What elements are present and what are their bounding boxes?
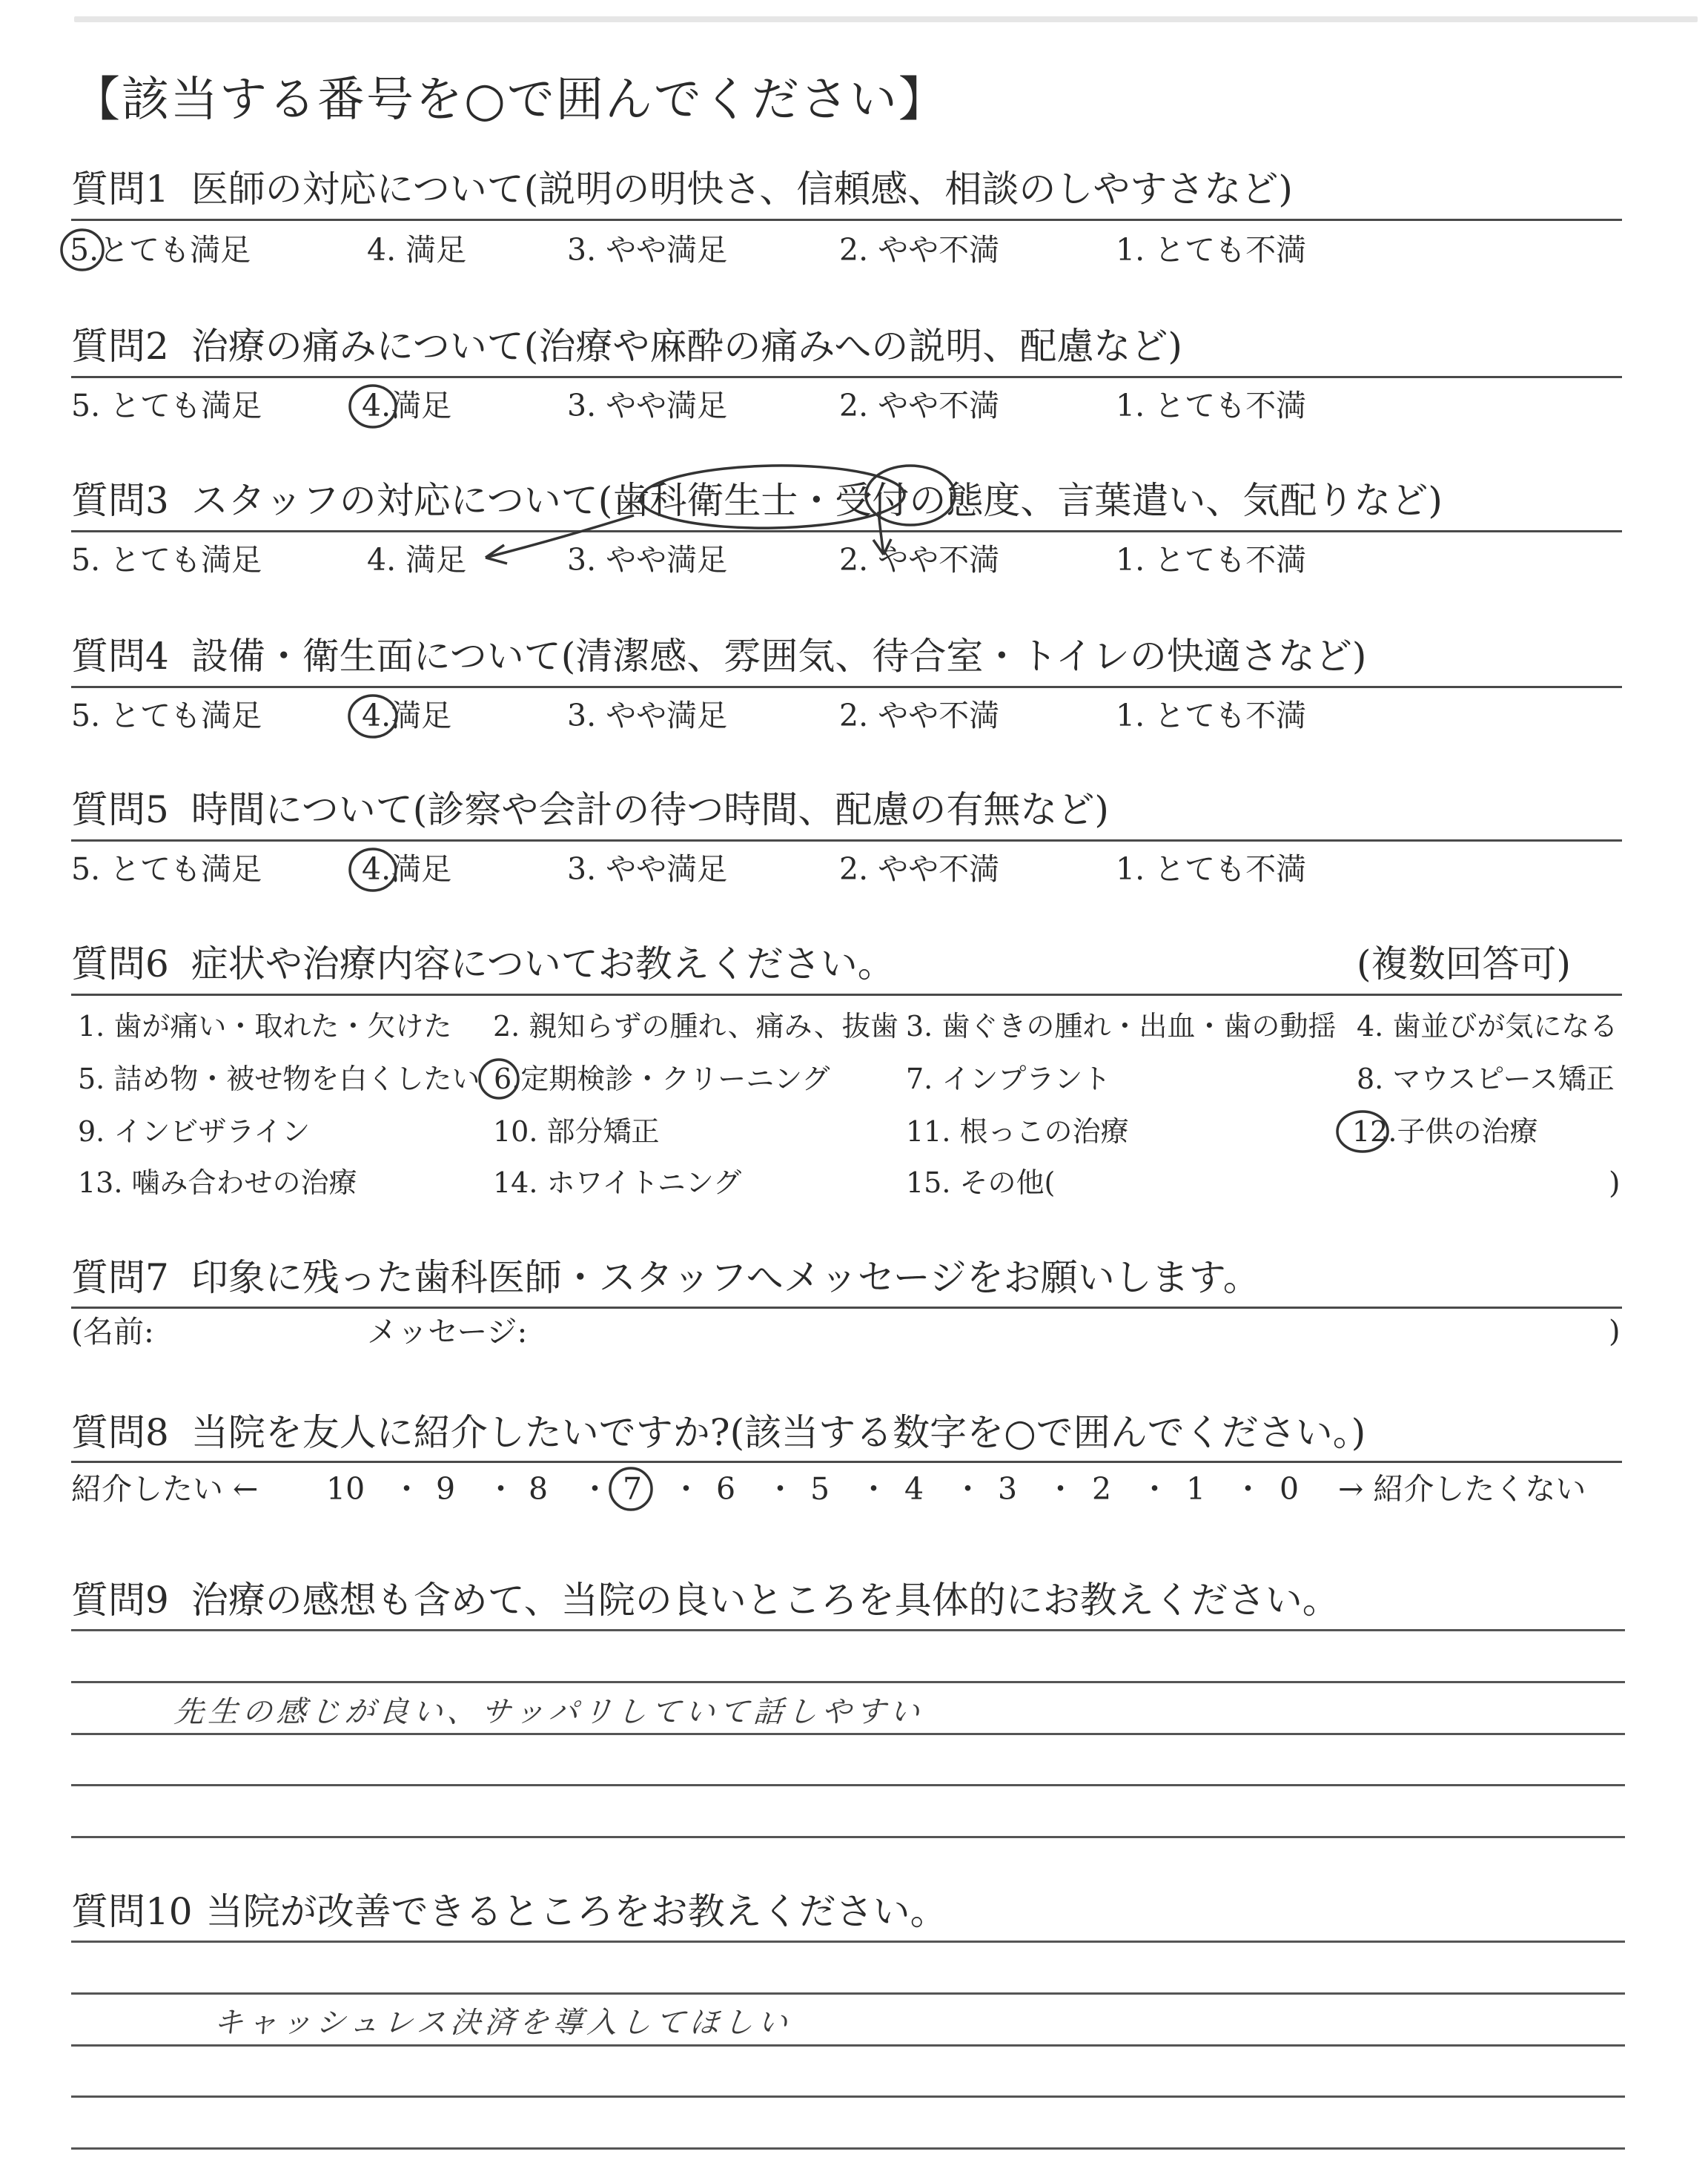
q2-option-2[interactable]: 2. やや不満 — [839, 388, 1000, 423]
q3-option-5[interactable]: 5. とても満足 — [71, 542, 262, 578]
question-3-label: 質問3 — [71, 479, 169, 522]
q8-scale-dot: ・ — [391, 1471, 422, 1507]
q6-item-3[interactable]: 3. 歯ぐきの腫れ・出血・歯の動揺 — [906, 1010, 1337, 1043]
q2-option-3[interactable]: 3. やや満足 — [567, 388, 728, 423]
q2-option-4-label: 満足 — [391, 388, 452, 423]
q1-option-4[interactable]: 4. 満足 — [367, 232, 467, 268]
q6-item-9[interactable]: 9. インビザライン — [78, 1115, 311, 1148]
q9-line-2 — [71, 1681, 1625, 1683]
q5-option-4-number: 4. — [362, 851, 391, 887]
q9-answer-handwriting[interactable]: 先生の感じが良い、サッパリしていて話しやすい — [173, 1695, 925, 1729]
question-8-text: 当院を友人に紹介したいですか?(該当する数字を○で囲んでください。) — [191, 1411, 1366, 1454]
q6-item-11[interactable]: 11. 根っこの治療 — [906, 1115, 1129, 1148]
question-3-dot: ・ — [798, 479, 835, 522]
q8-scale-dot: ・ — [1045, 1471, 1076, 1507]
q8-scale-3[interactable]: 3 — [998, 1471, 1018, 1507]
q6-item-12-label: 子供の治療 — [1397, 1115, 1538, 1148]
question-4-label: 質問4 — [71, 635, 169, 678]
q8-scale-0[interactable]: 0 — [1280, 1471, 1300, 1507]
q6-item-8[interactable]: 8. マウスピース矯正 — [1357, 1063, 1615, 1095]
q10-line-3 — [71, 2044, 1625, 2047]
q1-option-2[interactable]: 2. やや不満 — [839, 232, 1000, 268]
q3-option-2[interactable]: 2. やや不満 — [839, 542, 1000, 578]
question-8-label: 質問8 — [71, 1411, 169, 1454]
q8-scale-1[interactable]: 1 — [1186, 1471, 1206, 1507]
question-7-rule — [71, 1307, 1622, 1309]
q8-right-label: → 紹介したくない — [1338, 1471, 1586, 1507]
question-5 — [71, 787, 1109, 832]
question-2 — [71, 324, 1182, 369]
q8-scale-dot: ・ — [858, 1471, 889, 1507]
q5-option-1[interactable]: 1. とても不満 — [1116, 851, 1307, 887]
q3-option-4[interactable]: 4. 満足 — [367, 542, 467, 578]
q8-scale-dot: ・ — [580, 1471, 610, 1507]
q6-item-6-label: 定期検診・クリーニング — [520, 1063, 830, 1095]
q6-item-12-number: 12. — [1352, 1115, 1397, 1148]
q7-close: ) — [1609, 1315, 1621, 1349]
q1-option-5[interactable] — [68, 232, 251, 268]
question-4 — [71, 634, 1366, 678]
q5-option-3[interactable]: 3. やや満足 — [567, 851, 728, 887]
question-3-reception: 受付 — [835, 479, 910, 522]
question-7 — [71, 1255, 1260, 1300]
question-1 — [71, 167, 1293, 211]
q8-scale-8[interactable]: 8 — [529, 1471, 549, 1507]
q1-option-1[interactable]: 1. とても不満 — [1116, 232, 1307, 268]
q4-option-4-label: 満足 — [391, 698, 452, 733]
q2-option-5[interactable]: 5. とても満足 — [71, 388, 262, 423]
q8-scale-7[interactable]: 7 — [623, 1471, 643, 1507]
q4-option-2[interactable]: 2. やや不満 — [839, 698, 1000, 733]
question-2-rule — [71, 376, 1622, 378]
question-6-text: 症状や治療内容についてお教えください。 — [191, 942, 895, 985]
question-5-text: 時間について(診察や会計の待つ時間、配慮の有無など) — [191, 788, 1109, 831]
question-3 — [71, 478, 1443, 523]
q6-item-15-close: ) — [1609, 1166, 1621, 1200]
q8-left-label: 紹介したい ← — [71, 1471, 259, 1507]
question-3-hygienist: 歯科衛生士 — [612, 479, 798, 522]
q6-item-15[interactable]: 15. その他( — [906, 1166, 1056, 1199]
q8-scale-6[interactable]: 6 — [716, 1471, 736, 1507]
q9-line-4 — [71, 1784, 1625, 1786]
question-6 — [71, 942, 895, 986]
question-9-text: 治療の感想も含めて、当院の良いところを具体的にお教えください。 — [191, 1579, 1340, 1622]
question-7-label: 質問7 — [71, 1256, 169, 1299]
q4-option-4-number: 4. — [362, 698, 391, 733]
question-9 — [71, 1578, 1340, 1622]
q9-line-3 — [71, 1733, 1625, 1735]
q10-line-4 — [71, 2095, 1625, 2098]
question-3-text-a: スタッフの対応について( — [191, 479, 613, 522]
q9-line-5 — [71, 1836, 1625, 1838]
q10-line-5 — [71, 2147, 1625, 2150]
question-3-rule — [71, 530, 1622, 532]
q6-item-10[interactable]: 10. 部分矯正 — [493, 1115, 660, 1148]
q1-option-5-number: 5. — [70, 232, 99, 268]
q8-scale-dot: ・ — [1139, 1471, 1170, 1507]
question-6-note: (複数回答可) — [1357, 942, 1572, 985]
q5-option-5[interactable]: 5. とても満足 — [71, 851, 262, 887]
question-10 — [71, 1889, 947, 1934]
q2-option-4[interactable] — [356, 388, 451, 423]
q6-item-1[interactable]: 1. 歯が痛い・取れた・欠けた — [78, 1010, 452, 1043]
question-8-rule — [71, 1461, 1622, 1463]
question-2-text: 治療の痛みについて(治療や麻酔の痛みへの説明、配慮など) — [191, 325, 1182, 368]
q4-option-4[interactable] — [356, 698, 451, 733]
question-5-label: 質問5 — [71, 788, 169, 831]
q5-option-2[interactable]: 2. やや不満 — [839, 851, 1000, 887]
question-2-label: 質問2 — [71, 325, 169, 368]
q1-option-5-label: とても満足 — [99, 232, 251, 268]
q5-option-4[interactable] — [356, 851, 451, 887]
question-10-text: 当院が改善できるところをお教えください。 — [205, 1890, 947, 1933]
q6-item-12[interactable] — [1343, 1114, 1537, 1149]
q4-option-5[interactable]: 5. とても満足 — [71, 698, 262, 733]
q8-scale-dot: ・ — [671, 1471, 701, 1507]
q7-message-label: メッセージ: — [367, 1314, 528, 1350]
question-6-rule — [71, 994, 1622, 996]
q8-scale-4[interactable]: 4 — [904, 1471, 924, 1507]
question-3-text-b: の態度、言葉遣い、気配りなど) — [909, 479, 1443, 522]
q8-scale-10[interactable]: 10 — [326, 1471, 365, 1507]
q7-name-label: (名前: — [71, 1314, 154, 1350]
question-5-rule — [71, 839, 1622, 842]
q8-scale-dot: ・ — [953, 1471, 983, 1507]
question-8 — [71, 1410, 1366, 1455]
q6-item-4[interactable]: 4. 歯並びが気になる — [1357, 1010, 1618, 1043]
q3-option-3[interactable]: 3. やや満足 — [567, 542, 728, 578]
question-1-rule — [71, 219, 1622, 221]
q6-item-13[interactable]: 13. 噛み合わせの治療 — [78, 1166, 357, 1199]
q2-option-1[interactable]: 1. とても不満 — [1116, 388, 1307, 423]
q10-line-1 — [71, 1941, 1625, 1943]
q6-item-2[interactable]: 2. 親知らずの腫れ、痛み、抜歯 — [493, 1010, 898, 1043]
question-9-label: 質問9 — [71, 1579, 169, 1622]
scan-edge — [74, 16, 1698, 22]
q8-scale-dot: ・ — [486, 1471, 516, 1507]
question-10-label: 質問10 — [71, 1890, 193, 1933]
q6-item-14[interactable]: 14. ホワイトニング — [493, 1166, 742, 1199]
question-6-label: 質問6 — [71, 942, 169, 985]
q4-option-3[interactable]: 3. やや満足 — [567, 698, 728, 733]
question-1-text: 医師の対応について(説明の明快さ、信頼感、相談のしやすさなど) — [191, 168, 1293, 211]
question-1-label: 質問1 — [71, 168, 169, 211]
q6-item-7[interactable]: 7. インプラント — [906, 1063, 1111, 1095]
question-4-text: 設備・衛生面について(清潔感、雰囲気、待合室・トイレの快適さなど) — [191, 635, 1367, 678]
q8-scale-dot: ・ — [765, 1471, 795, 1507]
q2-option-4-number: 4. — [362, 388, 391, 423]
q6-item-5[interactable]: 5. 詰め物・被せ物を白くしたい — [78, 1063, 480, 1095]
q1-option-3[interactable]: 3. やや満足 — [567, 232, 728, 268]
q6-item-6-number: 6. — [494, 1063, 521, 1095]
q8-scale-5[interactable]: 5 — [810, 1471, 830, 1507]
q8-scale-2[interactable]: 2 — [1092, 1471, 1112, 1507]
question-7-text: 印象に残った歯科医師・スタッフへメッセージをお願いします。 — [191, 1256, 1260, 1299]
q10-answer-handwriting[interactable]: キャッシュレス決済を導入してほしい — [212, 2006, 793, 2040]
form-title: 【該当する番号を○で囲んでください】 — [73, 73, 947, 128]
q6-item-6[interactable] — [489, 1062, 830, 1096]
q4-option-1[interactable]: 1. とても不満 — [1116, 698, 1307, 733]
q3-option-1[interactable]: 1. とても不満 — [1116, 542, 1307, 578]
question-4-rule — [71, 686, 1622, 688]
q5-option-4-label: 満足 — [391, 851, 452, 887]
q8-scale-9[interactable]: 9 — [436, 1471, 456, 1507]
q9-line-1 — [71, 1629, 1625, 1631]
q8-scale-dot: ・ — [1233, 1471, 1263, 1507]
q10-line-2 — [71, 1992, 1625, 1995]
